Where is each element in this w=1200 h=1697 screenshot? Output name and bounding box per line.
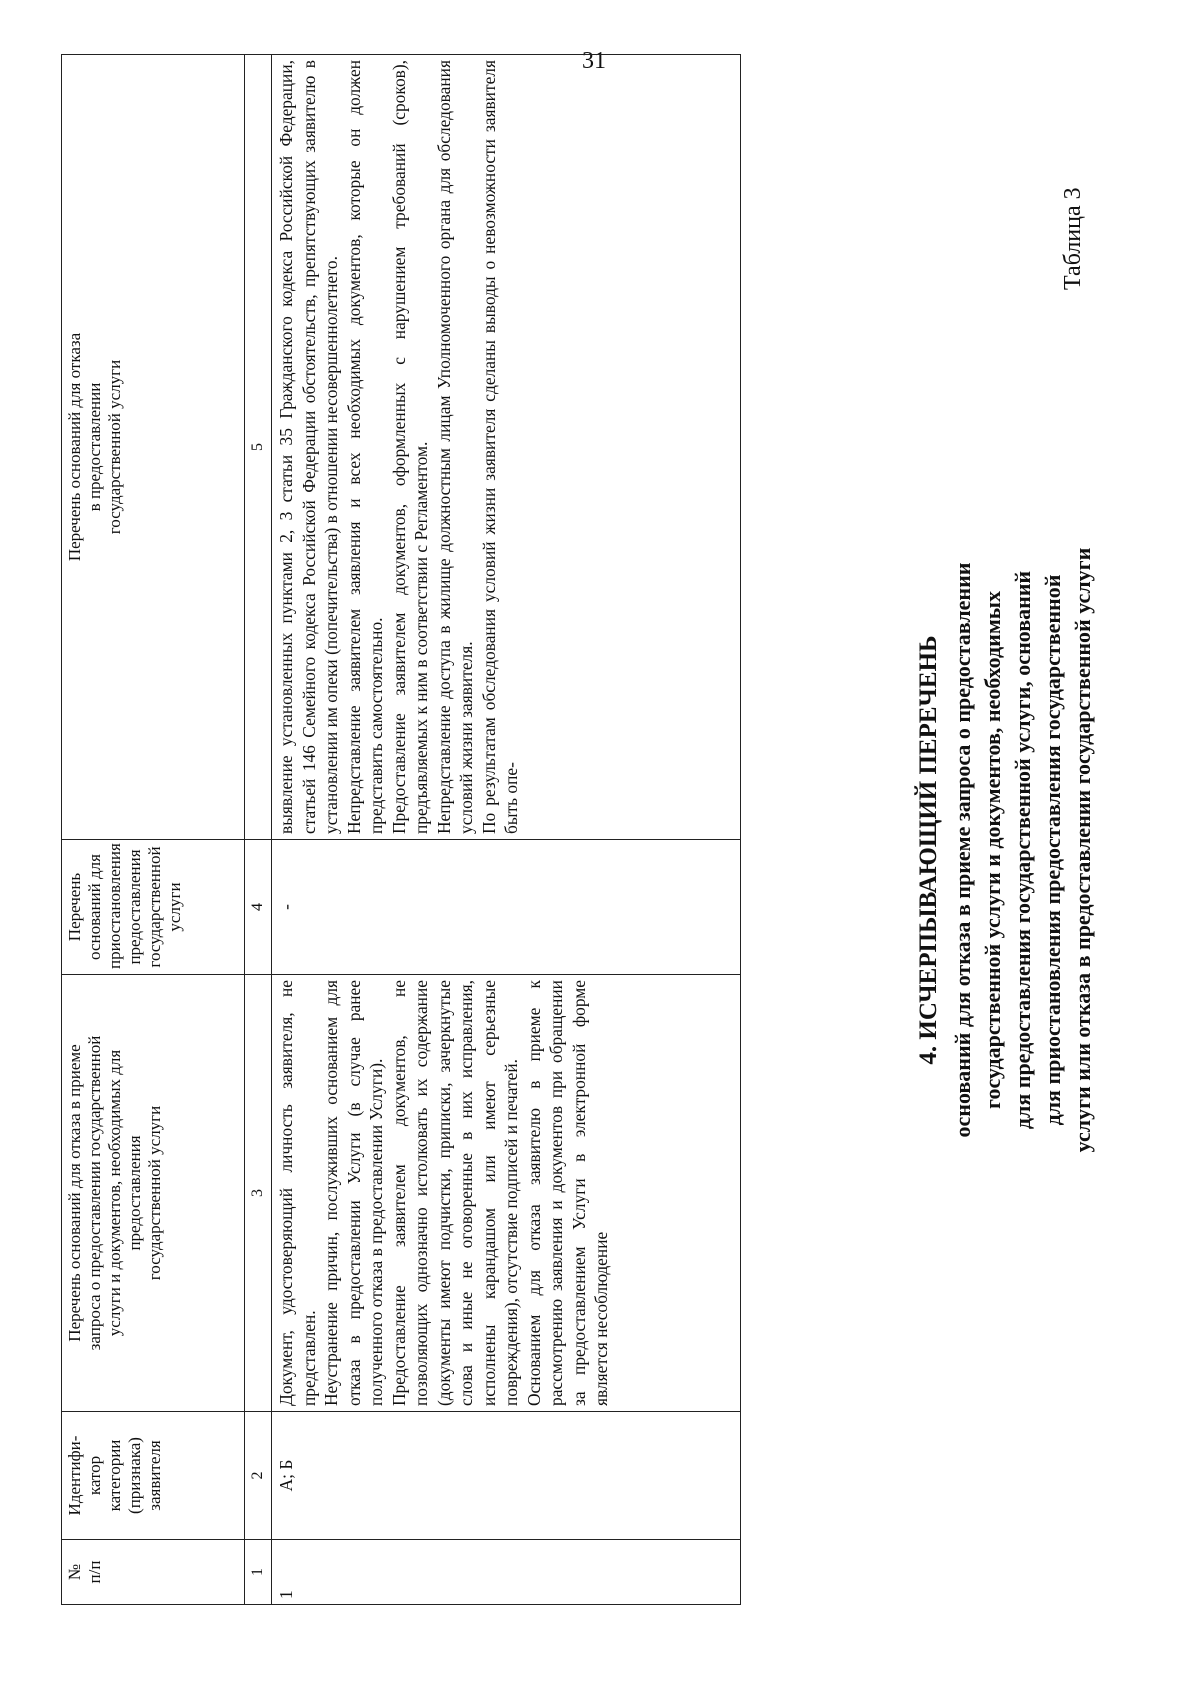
title-line-4: для приостановления предоставления государственной [1040,574,1065,1126]
column-number-3: 3 [245,975,272,1412]
list-item: выявление установленных пунктами 2, 3 статьи 35 Гражданского кодекса Российской Федерации, статьей 146 Семейного кодекса Российской Федерации обстоятельств, препятствующих заявителю в установлении им опеки (попечительства) в отношении несовершеннолетнего. [276,60,341,834]
title-main: 4. ИСЧЕРПЫВАЮЩИЙ ПЕРЕЧЕНЬ [915,635,942,1065]
page-number: 31 [582,48,606,74]
column-number-4: 4 [245,840,272,975]
row-suspension-grounds: - [272,840,741,975]
list-item: Неустранение причин, послуживших основанием для отказа в предоставлении Услуги (в случае ранее полученного отказа в предоставлении Услуги). [321,980,386,1406]
rotated-page-content [30,20,1170,1680]
header-cell-refusal-service: Перечень оснований для отказа в предоставлении государственной услуги [62,55,245,840]
list-item: По результатам обследования условий жизни заявителя сделаны выводы о невозможности заявителя быть опе- [478,60,521,834]
list-item: Основанием для отказа заявителю в приеме к рассмотрению заявления и документов при обращении за предоставлением Услуги в электронной форме является несоблюдение [523,980,611,1406]
column-number-2: 2 [245,1412,272,1540]
list-item: Документ, удостоверяющий личность заявителя, не представлен. [276,980,319,1406]
column-number-5: 5 [245,55,272,840]
column-number-row [245,55,272,1605]
list-item: Предоставление заявителем документов, оформленных с нарушением требований (сроков), предъявляемых к ним в соответствии с Регламентом. [388,60,431,834]
row-refusal-acceptance-grounds [272,975,741,1412]
list-item: Непредставление доступа в жилище должностным лицам Уполномоченного органа для обследования условий жизни заявителя. [433,60,476,834]
title-line-1: оснований для отказа в приеме запроса о предоставлении [950,562,975,1138]
title-line-3: для предоставления государственной услуги, оснований [1010,570,1035,1130]
table-label: Таблица 3 [1060,187,1086,290]
header-row [62,55,245,1605]
title-line-5: услуги или отказа в предоставлении государственной услуги [1070,547,1095,1153]
header-cell-refusal-acceptance: Перечень оснований для отказа в приеме запроса о предоставлении государственной услуги и документов, необходимых для предоставления государственной услуги [62,975,245,1412]
table-row [272,55,741,1605]
column-number-1: 1 [245,1540,272,1605]
header-cell-category: Идентифи- катор категории (признака) заявителя [62,1412,245,1540]
header-cell-number: № п/п [62,1540,245,1605]
header-cell-suspension: Перечень оснований для приостановления предоставления государственной услуги [62,840,245,975]
title-line-2: государственной услуги и документов, необходимых [980,591,1005,1109]
list-item: Непредставление заявителем заявления и всех необходимых документов, которые он должен представить самостоятельно. [343,60,386,834]
row-category: А; Б [272,1412,741,1540]
grounds-table [61,54,741,1605]
row-number: 1 [272,1540,741,1605]
row-refusal-service-grounds [272,55,741,840]
list-item: Предоставление заявителем документов, не позволяющих однозначно истолковать их содержание (документы имеют подчистки, приписки, зачеркнутые слова и иные не оговоренные в них исправления, исполнены карандашом или имеют серьезные повреждения), отсутствие подписей и печатей. [388,980,521,1406]
